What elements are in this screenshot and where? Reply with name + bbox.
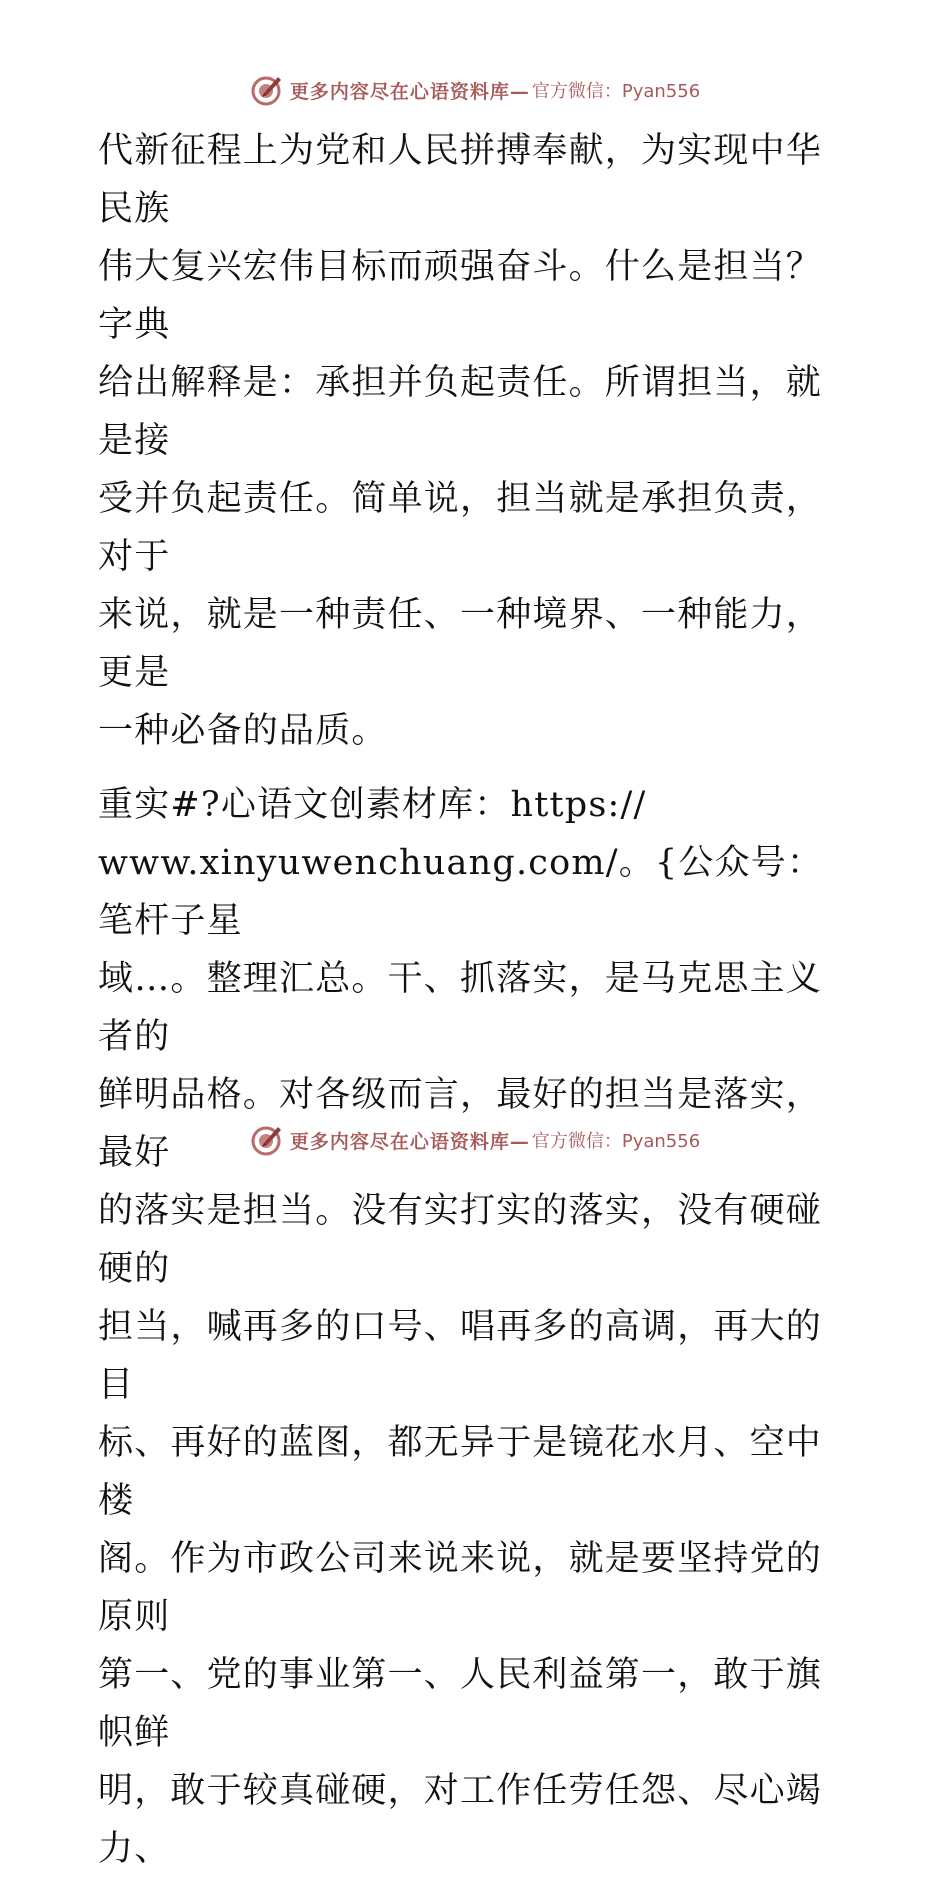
footer-banner [0,1120,950,1160]
body-paragraph-1: 代新征程上为党和人民拼搏奉献，为实现中华民族 伟大复兴宏伟目标而顽强奋斗。什么是担当？字典 给出解释是：承担并负起责任。所谓担当，就是接 受并负起责任。简单说，担当就是承担负责，对于 来说，就是一种责任、一种境界、一种能力，更是 一种必备的品质。 [98,131,823,751]
footer-banner-sub-text: 官方微信：Pyan556 [531,1131,701,1152]
header-banner [0,70,950,110]
body-paragraph-2: 重实#?心语文创素材库：https:// www.xinyuwenchuang.com/。{公众号：笔杆子星 域…。整理汇总。干、抓落实，是马克思主义者的 鲜明品格。对各级而言，最好的担当是落实，最好 的落实是担当。没有实打实的落实，没有硬碰硬的 担当，喊再多的口号、唱再多的高调，再大的目 标、再好的蓝图，都无异于是镜花水月、空中楼 阁。作为市政公司来说来说，就是要坚持党的原则 第一、党的事业第一、人民利益第一，敢于旗帜鲜 明，敢于较真碰硬，对工作任劳任怨、尽心竭力、 [98,785,824,1869]
header-banner-sub-text: 官方微信：Pyan556 [531,81,701,102]
header-banner-main-text: 更多内容尽在心语资料库— [289,80,530,103]
document-body [98,122,858,1878]
footer-banner-main-text: 更多内容尽在心语资料库— [289,1130,530,1153]
pen-nib-circle-icon [250,1123,284,1157]
pen-nib-circle-icon [250,73,284,107]
